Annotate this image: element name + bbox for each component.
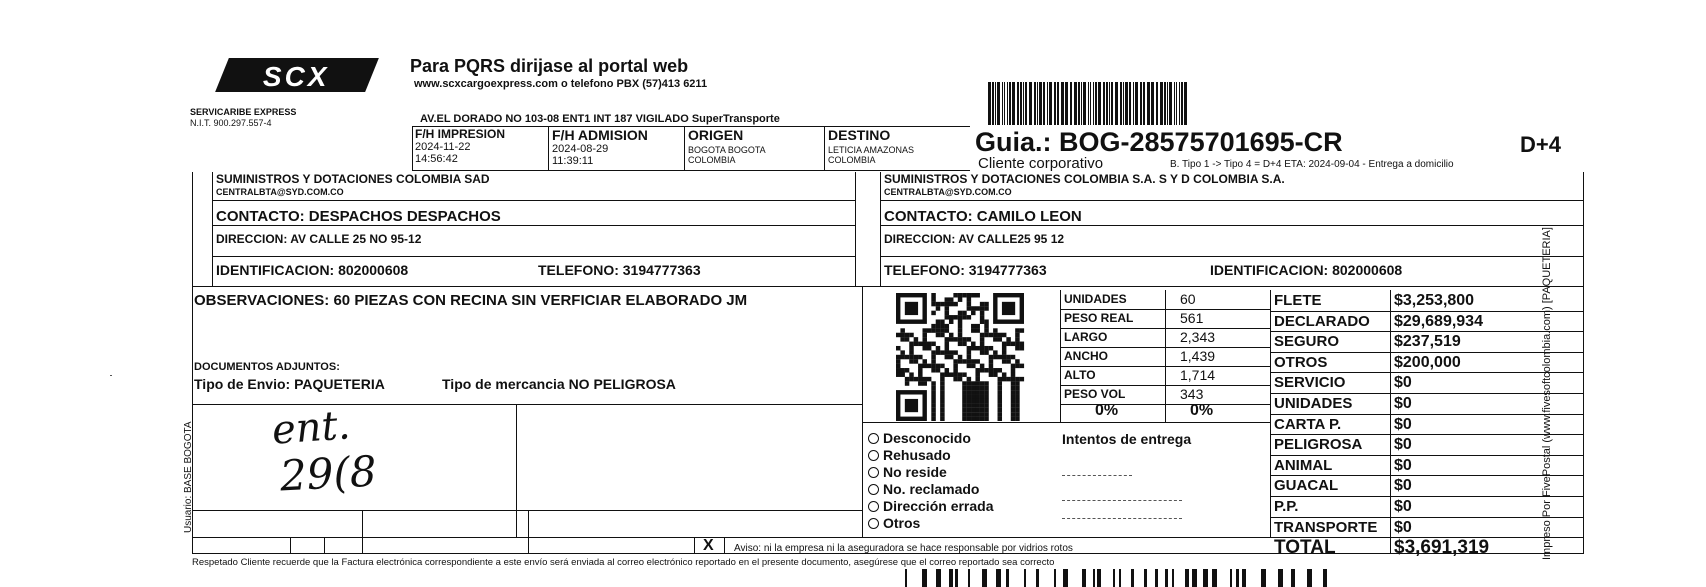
aviso: Aviso: ni la empresa ni la aseguradora se hace responsable por vidrios rotos <box>734 543 1073 554</box>
scan-speck <box>110 375 112 376</box>
charge-rule <box>1270 517 1584 518</box>
delivery-option-label: Desconocido <box>883 430 971 446</box>
barcode-bar <box>927 569 936 587</box>
charge-value: $200,000 <box>1394 353 1461 371</box>
documentos-adjuntos: DOCUMENTOS ADJUNTOS: <box>194 361 340 373</box>
barcode-bar <box>1295 569 1307 587</box>
qr-code <box>895 293 1025 421</box>
recipient-name: SUMINISTROS Y DOTACIONES COLOMBIA S.A. S Y D COLOMBIA S.A. <box>884 172 1285 186</box>
radio-icon[interactable] <box>868 518 879 529</box>
tipo-mercancia: Tipo de mercancia NO PELIGROSA <box>442 376 676 392</box>
charge-label: FLETE <box>1274 292 1322 309</box>
recipient-email: CENTRALBTA@SYD.COM.CO <box>884 187 1012 197</box>
package-label: PESO REAL <box>1064 311 1134 325</box>
charge-label: PELIGROSA <box>1274 436 1363 454</box>
charge-rule <box>1270 352 1584 353</box>
package-value: 561 <box>1180 310 1204 326</box>
charge-value: $0 <box>1394 477 1412 495</box>
barcode-bar <box>1134 569 1144 587</box>
barcode-bar <box>987 569 996 587</box>
charge-value: $0 <box>1394 395 1412 412</box>
guia-barcode <box>988 82 1189 125</box>
package-label: ALTO <box>1064 368 1096 382</box>
charge-rule <box>1270 434 1584 435</box>
radio-icon[interactable] <box>868 450 879 461</box>
barcode-bar <box>1283 569 1291 587</box>
charge-label: TRANSPORTE <box>1274 518 1378 536</box>
charge-rule <box>1270 311 1584 312</box>
handwriting-line2: 29(8 <box>278 446 378 501</box>
delivery-option-label: Otros <box>883 515 921 531</box>
charge-value: $0 <box>1394 436 1412 454</box>
charge-label: ANIMAL <box>1274 456 1333 474</box>
barcode-bar <box>1217 569 1230 587</box>
total-value: $3,691,319 <box>1394 537 1490 558</box>
charge-value: $0 <box>1394 518 1412 536</box>
recipient-contacto: CONTACTO: CAMILO LEON <box>884 208 1082 225</box>
sender-telefono: TELEFONO: 3194777363 <box>538 262 701 278</box>
service-code: D+4 <box>1520 132 1561 157</box>
sender-name: SUMINISTROS Y DOTACIONES COLOMBIA SAD <box>216 172 490 186</box>
intentos-label: Intentos de entrega <box>1062 431 1192 447</box>
guia-number: Guia.: BOG-28575701695-CR <box>975 127 1343 157</box>
barcode-bar <box>1121 569 1131 587</box>
recipient-telefono: TELEFONO: 3194777363 <box>884 262 1047 278</box>
radio-icon[interactable] <box>868 484 879 495</box>
recipient-identificacion: IDENTIFICACION: 802000608 <box>1210 262 1403 278</box>
charge-value: $3,253,800 <box>1394 292 1475 309</box>
package-value: 2,343 <box>1180 329 1216 345</box>
sender-direccion: DIRECCION: AV CALLE 25 NO 95-12 <box>216 232 422 246</box>
observaciones: OBSERVACIONES: 60 PIEZAS CON RECINA SIN VERFICIAR ELABORADO JM <box>194 292 748 309</box>
fh-impresion: F/H IMPRESION 2024-11-22 14:56:42 <box>415 127 506 165</box>
tipo-eta: B. Tipo 1 -> Tipo 4 = D+4 ETA: 2024-09-04 - Entrega a domicilio <box>1170 159 1454 170</box>
charge-rule <box>1270 372 1584 373</box>
barcode-bar <box>1266 569 1278 587</box>
cliente-type: Cliente corporativo <box>978 155 1104 172</box>
bottom-barcode <box>905 569 1333 587</box>
charge-label: DECLARADO <box>1274 312 1370 330</box>
sender-contacto: CONTACTO: DESPACHOS DESPACHOS <box>216 208 501 225</box>
company-name: SERVICARIBE EXPRESS <box>190 107 297 117</box>
charge-label: P.P. <box>1274 498 1299 515</box>
charge-rule <box>1270 496 1584 497</box>
barcode-bar <box>1147 569 1155 587</box>
barcode-bar <box>1187 82 1189 125</box>
origen: ORIGEN BOGOTA BOGOTA COLOMBIA <box>688 127 766 165</box>
package-label: PESO VOL <box>1064 387 1126 401</box>
charge-rule <box>1270 455 1584 456</box>
recipient-direccion: DIRECCION: AV CALLE25 95 12 <box>884 232 1065 246</box>
package-value: 1,439 <box>1180 348 1216 364</box>
barcode-bar <box>1312 569 1323 587</box>
barcode-bar <box>1009 569 1024 587</box>
delivery-option[interactable] <box>868 481 994 498</box>
barcode-bar <box>1086 569 1093 587</box>
package-value: 1,714 <box>1180 367 1216 383</box>
barcode-bar <box>1056 569 1063 587</box>
footer-notice: Respetado Cliente recuerde que la Factura electrónica correspondiente a este envío será enviada al correo electrónico reportado en el presente documento, asegúrese que el correo reportado sea correcto <box>192 557 1055 568</box>
sender-identificacion: IDENTIFICACION: 802000608 <box>216 262 409 278</box>
address-line: AV.EL DORADO NO 103-08 ENT1 INT 187 VIGILADO SuperTransporte <box>420 113 780 125</box>
pct-2: 0% <box>1190 402 1214 419</box>
barcode-bar <box>1026 569 1036 587</box>
barcode-bar <box>1039 569 1054 587</box>
barcode-bar <box>958 569 968 587</box>
delivery-option-label: Rehusado <box>883 447 951 463</box>
charge-label: OTROS <box>1274 353 1328 371</box>
radio-icon[interactable] <box>868 467 879 478</box>
scx-logo: SCX <box>215 58 379 92</box>
pqrs-title: Para PQRS dirijase al portal web <box>410 56 689 76</box>
charge-label: SERVICIO <box>1274 374 1346 392</box>
charge-value: $237,519 <box>1394 333 1461 351</box>
fh-admision: F/H ADMISION 2024-08-29 11:39:11 <box>552 127 648 167</box>
sender-email: CENTRALBTA@SYD.COM.CO <box>216 187 344 197</box>
delivery-option[interactable] <box>868 447 994 464</box>
delivery-option[interactable] <box>868 498 994 515</box>
x-mark: X <box>703 537 714 554</box>
pct-1: 0% <box>1095 402 1119 419</box>
package-label: UNIDADES <box>1064 292 1127 306</box>
pqrs-line: www.scxcargoexpress.com o telefono PBX (57)413 6211 <box>414 78 708 90</box>
delivery-option[interactable] <box>868 515 994 532</box>
charge-value: $0 <box>1394 415 1412 433</box>
charge-label: SEGURO <box>1274 333 1340 351</box>
company-nit: N.I.T. 900.297.557-4 <box>190 118 272 128</box>
usuario-label: Usuario: BASE BOGOTA <box>183 421 194 533</box>
handwriting-line1: ent. <box>270 402 352 454</box>
charge-rule <box>1270 331 1584 332</box>
barcode-bar <box>907 569 922 587</box>
charge-rule <box>1270 414 1584 415</box>
delivery-option-label: No. reclamado <box>883 481 980 497</box>
charge-label: CARTA P. <box>1274 415 1342 433</box>
package-value: 60 <box>1180 291 1196 307</box>
delivery-option[interactable] <box>868 464 994 481</box>
charge-label: UNIDADES <box>1274 395 1353 412</box>
printed-by: Impreso Por FivePostal (www.fivesoftcolombia.com) [PAQUETERIA] <box>1541 227 1553 560</box>
barcode-bar <box>1246 569 1261 587</box>
package-label: ANCHO <box>1064 349 1108 363</box>
charge-value: $0 <box>1394 498 1412 515</box>
charge-label: GUACAL <box>1274 477 1339 495</box>
barcode-bar <box>941 569 949 587</box>
destino: DESTINO LETICIA AMAZONAS COLOMBIA <box>828 127 915 165</box>
radio-icon[interactable] <box>868 501 879 512</box>
barcode-bar <box>1158 569 1165 587</box>
charge-rule <box>1270 475 1584 476</box>
charge-value: $29,689,934 <box>1394 312 1483 330</box>
delivery-option-label: No reside <box>883 464 947 480</box>
charge-value: $0 <box>1394 374 1412 392</box>
barcode-bar <box>1174 569 1185 587</box>
barcode-bar <box>1101 569 1113 587</box>
charge-rule <box>1270 393 1584 394</box>
package-label: LARGO <box>1064 330 1108 344</box>
tipo-envio: Tipo de Envio: PAQUETERIA <box>194 376 385 392</box>
delivery-option[interactable] <box>868 430 994 447</box>
barcode-bar <box>970 569 982 587</box>
package-value: 343 <box>1180 386 1204 402</box>
radio-icon[interactable] <box>868 433 879 444</box>
delivery-options <box>868 430 994 532</box>
total-label: TOTAL <box>1274 537 1336 558</box>
delivery-option-label: Dirección errada <box>883 498 994 514</box>
charge-value: $0 <box>1394 456 1412 474</box>
barcode-bar <box>1068 569 1082 587</box>
barcode-bar <box>1327 569 1333 587</box>
